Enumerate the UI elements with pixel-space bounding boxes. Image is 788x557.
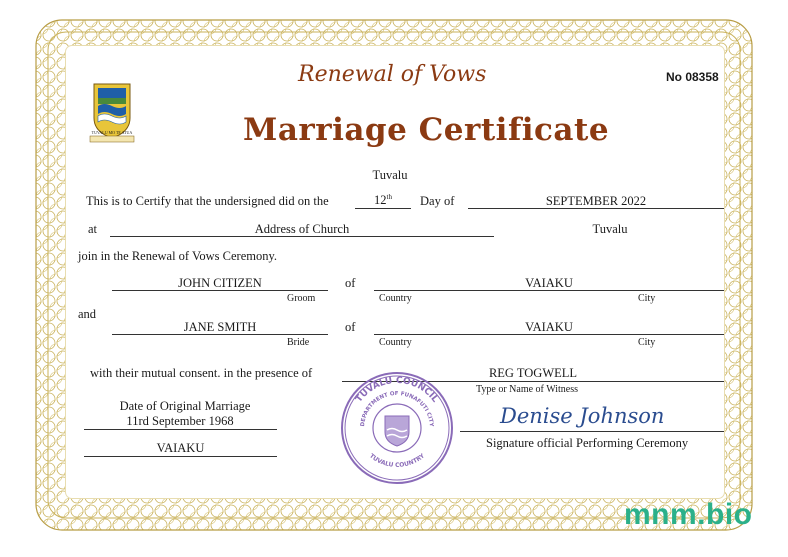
witness-name: REG TOGWELL	[488, 366, 578, 380]
svg-text:TUVALU COUNCIL	[354, 376, 440, 405]
church-country: Tuvalu	[592, 222, 628, 236]
signature-label: Signature official Performing Ceremony	[486, 436, 689, 450]
month-year-line	[468, 208, 724, 209]
watermark-logo: mnm.bio	[624, 498, 753, 531]
seal-inner-text: DEPARTMENT OF FUNAFUTI CITY	[359, 390, 435, 427]
official-signature	[496, 398, 686, 432]
bride-name: JANE SMITH	[183, 320, 257, 334]
bride-city: VAIAKU	[525, 320, 573, 334]
certificate-title: Marriage Certificate	[243, 112, 610, 148]
day-line	[355, 208, 411, 209]
seal-outer-text: TUVALU COUNCIL	[354, 375, 440, 405]
certificate-number: No 08358	[666, 70, 719, 84]
bride-label: Bride	[287, 337, 310, 348]
groom-label: Groom	[287, 293, 316, 304]
groom-city: VAIAKU	[525, 276, 573, 290]
bride-country-label: Country	[379, 337, 412, 348]
groom-name: JOHN CITIZEN	[178, 276, 262, 290]
signature-line	[460, 431, 724, 432]
groom-of-label: of	[345, 276, 356, 290]
month-year: SEPTEMBER 2022	[545, 194, 647, 208]
country-header: Tuvalu	[372, 168, 408, 182]
council-seal-icon	[334, 370, 460, 486]
witness-label: Type or Name of Witness	[476, 384, 579, 395]
certificate-subtitle: Renewal of Vows	[298, 62, 487, 87]
certify-text: This is to Certify that the undersigned did on the	[86, 194, 329, 208]
groom-city-label: City	[638, 293, 656, 304]
original-marriage-label: Date of Original Marriage	[119, 399, 251, 413]
seal-bottom-text: TUVALU COUNTRY	[367, 452, 427, 469]
consent-text: with their mutual consent. in the presence of	[90, 366, 313, 380]
church-address: Address of Church	[254, 222, 350, 236]
church-line	[110, 236, 494, 237]
day-label: Day of	[420, 194, 455, 208]
bride-city-label: City	[638, 337, 656, 348]
at-label: at	[88, 222, 98, 236]
svg-text:TUVALU COUNTRY	[368, 452, 427, 469]
join-text: join in the Renewal of Vows Ceremony.	[78, 249, 278, 263]
day-value: 12th	[374, 193, 392, 208]
groom-line	[112, 290, 328, 291]
and-label: and	[78, 307, 97, 321]
bride-of-label: of	[345, 320, 356, 334]
emblem-motto: TUVALU MO TE ATUA	[91, 130, 133, 135]
groom-country-label: Country	[379, 293, 412, 304]
svg-text:Denise Johnson: Denise Johnson	[500, 404, 665, 428]
groom-place-line	[374, 290, 724, 291]
original-marriage-date: 11rd September 1968	[126, 414, 234, 428]
bride-place-line	[374, 334, 724, 335]
bride-line	[112, 334, 328, 335]
original-place: VAIAKU	[156, 441, 205, 455]
original-date-line	[84, 429, 277, 430]
original-place-line	[84, 456, 277, 457]
